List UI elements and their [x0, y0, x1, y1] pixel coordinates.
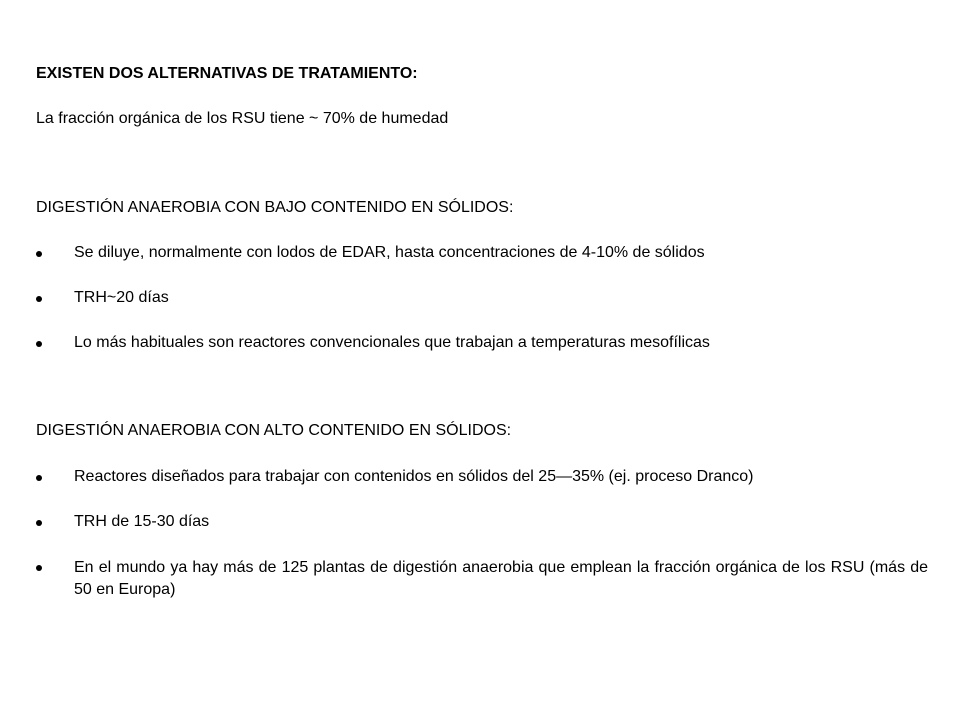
bullet-icon — [36, 565, 42, 571]
list-item-text: TRH~20 días — [74, 289, 169, 306]
section-high-heading: DIGESTIÓN ANAEROBIA CON ALTO CONTENIDO EN SÓLIDOS: — [36, 422, 512, 439]
bullet-icon — [36, 296, 42, 302]
section-low-heading: DIGESTIÓN ANAEROBIA CON BAJO CONTENIDO EN SÓLIDOS: — [36, 199, 514, 216]
list-item-text: TRH de 15-30 días — [74, 513, 210, 530]
list-item-text: Se diluye, normalmente con lodos de EDAR, hasta concentraciones de 4-10% de sólidos — [74, 244, 705, 261]
bullet-icon — [36, 475, 42, 481]
bullet-icon — [36, 520, 42, 526]
list-item-text: En el mundo ya hay más de 125 plantas de digestión anaerobia que emplean la fracción orgánica de los RSU (más de 50 en Europa) — [74, 559, 928, 598]
bullet-icon — [36, 341, 42, 347]
list-item-text: Lo más habituales son reactores convencionales que trabajan a temperaturas mesofílicas — [74, 334, 710, 351]
slide-title: EXISTEN DOS ALTERNATIVAS DE TRATAMIENTO: — [36, 65, 418, 82]
intro-text: La fracción orgánica de los RSU tiene ~ 70% de humedad — [36, 110, 449, 127]
bullet-icon — [36, 251, 42, 257]
list-item-text: Reactores diseñados para trabajar con contenidos en sólidos del 25—35% (ej. proceso Dranco) — [74, 468, 754, 485]
